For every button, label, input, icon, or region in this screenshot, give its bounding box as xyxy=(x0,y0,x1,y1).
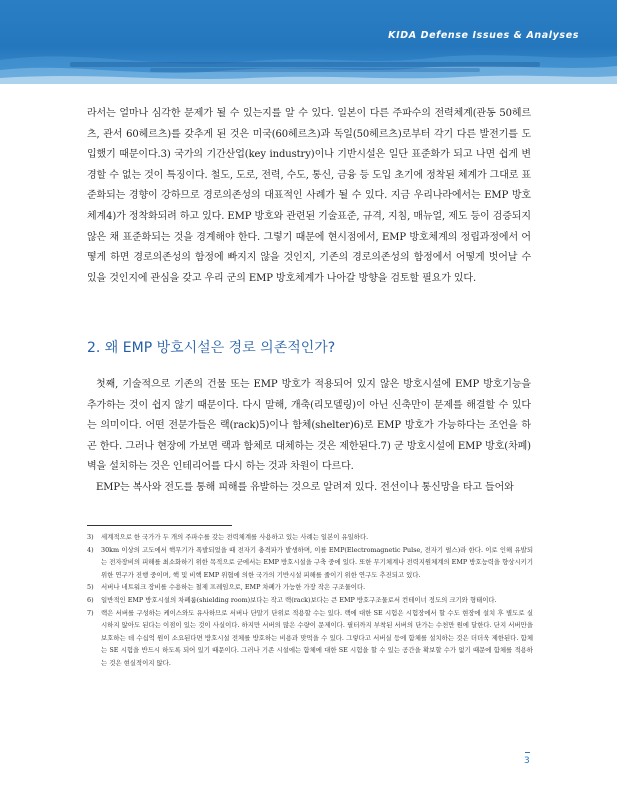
page-number-dash xyxy=(525,752,530,753)
footnote-text: 30km 이상의 고도에서 핵무기가 폭발되었을 때 전자기 충격파가 발생하며, 이를 EMP(Electromagnetic Pulse, 전자기 펄스)라 한다. 이로 인해 유발되는 전자장비의 피해를 최소화하기 위한 목적으로 군에서는 EMP 방호시설을 구축 중에 있다. 또한 무기체계나 전력지원체계의 EMP 방호능력을 향상시키기 위한 연구가 진행 중이며, 핵 및 비핵 EMP 위협에 의한 국가의 기반시설 피해를 줄이기 위한 연구도 추진되고 있다. xyxy=(101,545,533,579)
section-heading: 2. 왜 EMP 방호시설은 경로 의존적인가? xyxy=(87,340,336,356)
decorative-wave-graphic xyxy=(0,0,617,84)
footnotes xyxy=(87,531,533,670)
footnote-number: 5) xyxy=(87,583,94,592)
footnote xyxy=(87,607,533,670)
footnote xyxy=(87,544,533,582)
header-banner xyxy=(0,0,617,84)
paragraph: 라서는 얼마나 심각한 문제가 될 수 있는지를 알 수 있다. 일본이 다른 주파수의 전력체계(관동 50헤르츠, 관서 60헤르츠)를 갖추게 된 것은 미국(60헤르츠)과 독일(50헤르츠)로부터 각기 다른 발전기를 도입했기 때문이다.3) 국가의 기간산업(key industry)이나 기반시설은 일단 표준화가 되고 나면 쉽게 변경할 수 없는 것이 특징이다. 철도, 도로, 전력, 수도, 통신, 금융 등 도입 초기에 정착된 체계가 그대로 표준화되는 경향이 강하므로 경로의존성의 대표적인 사례가 될 수 있다. 지금 우리나라에서는 EMP 방호체계4)가 정착화되려 하고 있다. EMP 방호와 관련된 기술표준, 규격, 지침, 매뉴얼, 제도 등이 검증되지 않은 채 표준화되는 것을 경계해야 한다. 그렇기 때문에 현시점에서, EMP 방호체계의 정립과정에서 어떻게 하면 경로의존성의 함정에 빠지지 않을 것인지, 기존의 경로의존성의 함정에서 어떻게 벗어날 수 있을 것인지에 관심을 갖고 우리 군의 EMP 방호체계가 나아갈 방향을 검토할 필요가 있다. xyxy=(87,108,531,284)
footnote-text: 서버나 네트워크 장비를 수용하는 철제 프레임으로, EMP 차폐가 가능한 가장 작은 구조물이다. xyxy=(101,583,366,592)
footnote-number: 7) xyxy=(87,608,94,617)
section-body xyxy=(87,375,531,499)
footnote-divider xyxy=(87,525,232,526)
footnote-number: 6) xyxy=(87,595,94,604)
footnote-text: 일반적인 EMP 방호시설의 차폐룸(shielding room)보다는 작고 랙(rack)보다는 큰 EMP 방호구조물로서 컨테이너 정도의 크기와 형태이다. xyxy=(101,595,497,604)
footnote xyxy=(87,531,533,544)
publication-title: KIDA Defense Issues & Analyses xyxy=(388,30,579,41)
footnote-text: 랙은 서버를 구성하는 케이스와도 유사하므로 서버나 단말기 단위로 적용할 수는 있다. 랙에 대한 SE 시험은 시험장에서 할 수도 현장에 설치 후 별도로 실시하지 않아도 된다는 이점이 있는 것이 사실이다. 하지만 서버의 많은 수량이 문제이다. 필터까지 부착된 서버의 단가는 수천만 원에 달한다. 단지 서버만을 보호하는 데 수십억 원이 소요된다면 방호시설 전체를 방호하는 비용과 맞먹을 수 있다. 그렇다고 서버실 등에 함체를 설치하는 것은 더더욱 제한된다. 함체는 SE 시험을 반드시 하도록 되어 있기 때문이다. 그러나 기존 시설에는 함체에 대한 SE 시험을 할 수 있는 공간을 확보할 수가 없기 때문에 함체를 적용하는 것은 현실적이지 않다. xyxy=(101,608,533,667)
footnote-number: 4) xyxy=(87,545,94,554)
footnote-number: 3) xyxy=(87,533,94,541)
footnote xyxy=(87,594,533,607)
page-number: 3 xyxy=(524,756,530,766)
intro-text xyxy=(87,104,531,289)
paragraph: EMP는 복사와 전도를 통해 피해를 유발하는 것으로 알려져 있다. 전선이나 통신망을 타고 들어와 xyxy=(96,481,514,493)
footnote-text: 세계적으로 한 국가가 두 개의 주파수를 갖는 전력체계를 사용하고 있는 사례는 일본이 유일하다. xyxy=(101,533,369,541)
footnote xyxy=(87,581,533,594)
paragraph: 첫째, 기술적으로 기존의 건물 또는 EMP 방호가 적용되어 있지 않은 방호시설에 EMP 방호기능을 추가하는 것이 쉽지 않기 때문이다. 다시 말해, 개축(리모델링)이 아닌 신축만이 문제를 해결할 수 있다는 의미이다. 어떤 전문가들은 랙(rack)5)이나 함체(shelter)6)로 EMP 방호가 가능하다는 조언을 하곤 한다. 그러나 현장에 가보면 랙과 함체로 대체하는 것은 제한된다.7) 군 방호시설에 EMP 방호(차폐)벽을 설치하는 것은 인테리어를 다시 하는 것과 차원이 다르다. xyxy=(87,379,531,473)
